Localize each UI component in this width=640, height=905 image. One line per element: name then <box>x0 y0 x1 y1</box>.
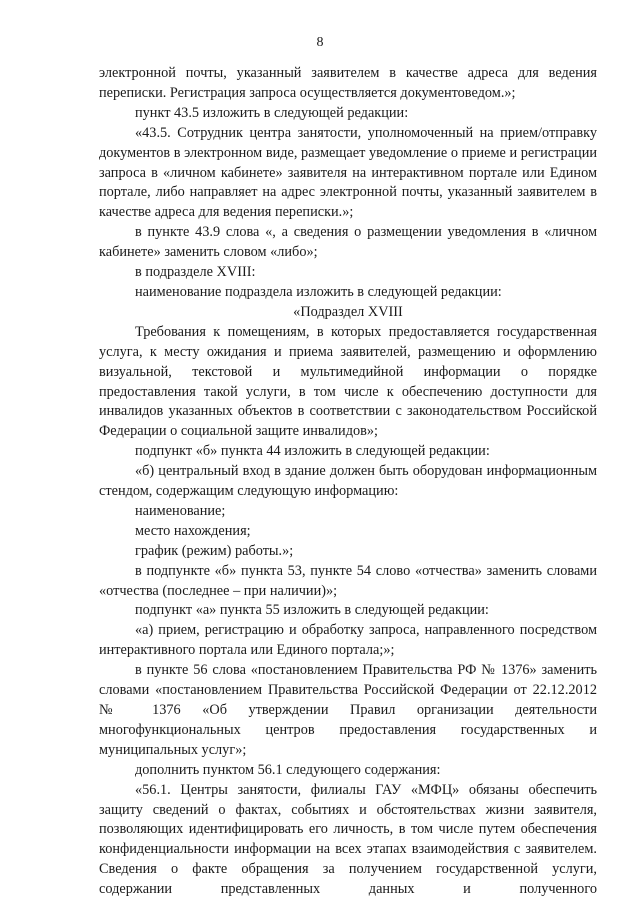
paragraph: в пункте 56 слова «постановлением Правительства РФ № 1376» заменить словами «постановлением Правительства Российской Федерации от 22.12.2012 № 1376 «Об утверждении Правил организации деятельности многофункциональных центров предоставления государственных и муниципальных услуг»; <box>99 662 597 758</box>
paragraph: наименование; <box>135 502 226 519</box>
paragraph: в пункте 43.9 слова «, а сведения о размещении уведомления в «личном кабинете» заменить словом «либо»; <box>99 224 597 261</box>
paragraph: «а) прием, регистрацию и обработку запроса, направленного посредством интерактивного портала или Единого портала;»; <box>99 622 597 659</box>
paragraph: Требования к помещениям, в которых предоставляется государственная услуга, к месту ожидания и приема заявителей, размещению и оформлению визуальной, текстовой и мультимедийной информации о порядке предоставления такой услуги, в том числе к обеспечению доступности для инвалидов указанных объектов в соответствии с законодательством Российской Федерации о социальной защите инвалидов»; <box>99 323 597 440</box>
paragraph: «б) центральный вход в здание должен быть оборудован информационным стендом, содержащим следующую информацию: <box>99 463 597 500</box>
paragraph: в подпункте «б» пункта 53, пункте 54 слово «отчества» заменить словами «отчества (последнее – при наличии)»; <box>99 562 597 599</box>
paragraph: дополнить пунктом 56.1 следующего содержания: <box>135 761 441 778</box>
paragraph: пункт 43.5 изложить в следующей редакции: <box>135 104 409 121</box>
paragraph: электронной почты, указанный заявителем в качестве адреса для ведения переписки. Регистрация запроса осуществляется документоведом.»; <box>99 65 597 101</box>
paragraph: «43.5. Сотрудник центра занятости, уполномоченный на прием/отправку документов в электронном виде, размещает уведомление о приеме и регистрации запроса в «личном кабинете» заявителя на интерактивном портале или Едином портале, либо направляет на адрес электронной почты, указанный заявителем в качестве адреса для ведения переписки.»; <box>99 124 597 221</box>
paragraph: наименование подраздела изложить в следующей редакции: <box>135 283 502 300</box>
page-number: 8 <box>316 35 324 50</box>
document-body <box>99 64 597 900</box>
paragraph: подпункт «б» пункта 44 изложить в следующей редакции: <box>135 443 490 460</box>
paragraph: «56.1. Центры занятости, филиалы ГАУ «МФЦ» обязаны обеспечить защиту сведений о фактах, событиях и обстоятельствах жизни заявителя, позволяющих идентифицировать его личность, в том числе путем обеспечения конфиденциальности информации на всех этапах взаимодействия с заявителем. Сведения о факте обращения за получением государственной услуги, содержании представленных данных и полученного <box>99 781 597 898</box>
paragraph: подпункт «а» пункта 55 изложить в следующей редакции: <box>135 602 489 619</box>
paragraph: место нахождения; <box>135 522 251 539</box>
paragraph: график (режим) работы.»; <box>135 542 294 559</box>
paragraph: в подразделе XVIII: <box>135 264 256 281</box>
section-heading: «Подраздел XVIII <box>293 303 403 320</box>
